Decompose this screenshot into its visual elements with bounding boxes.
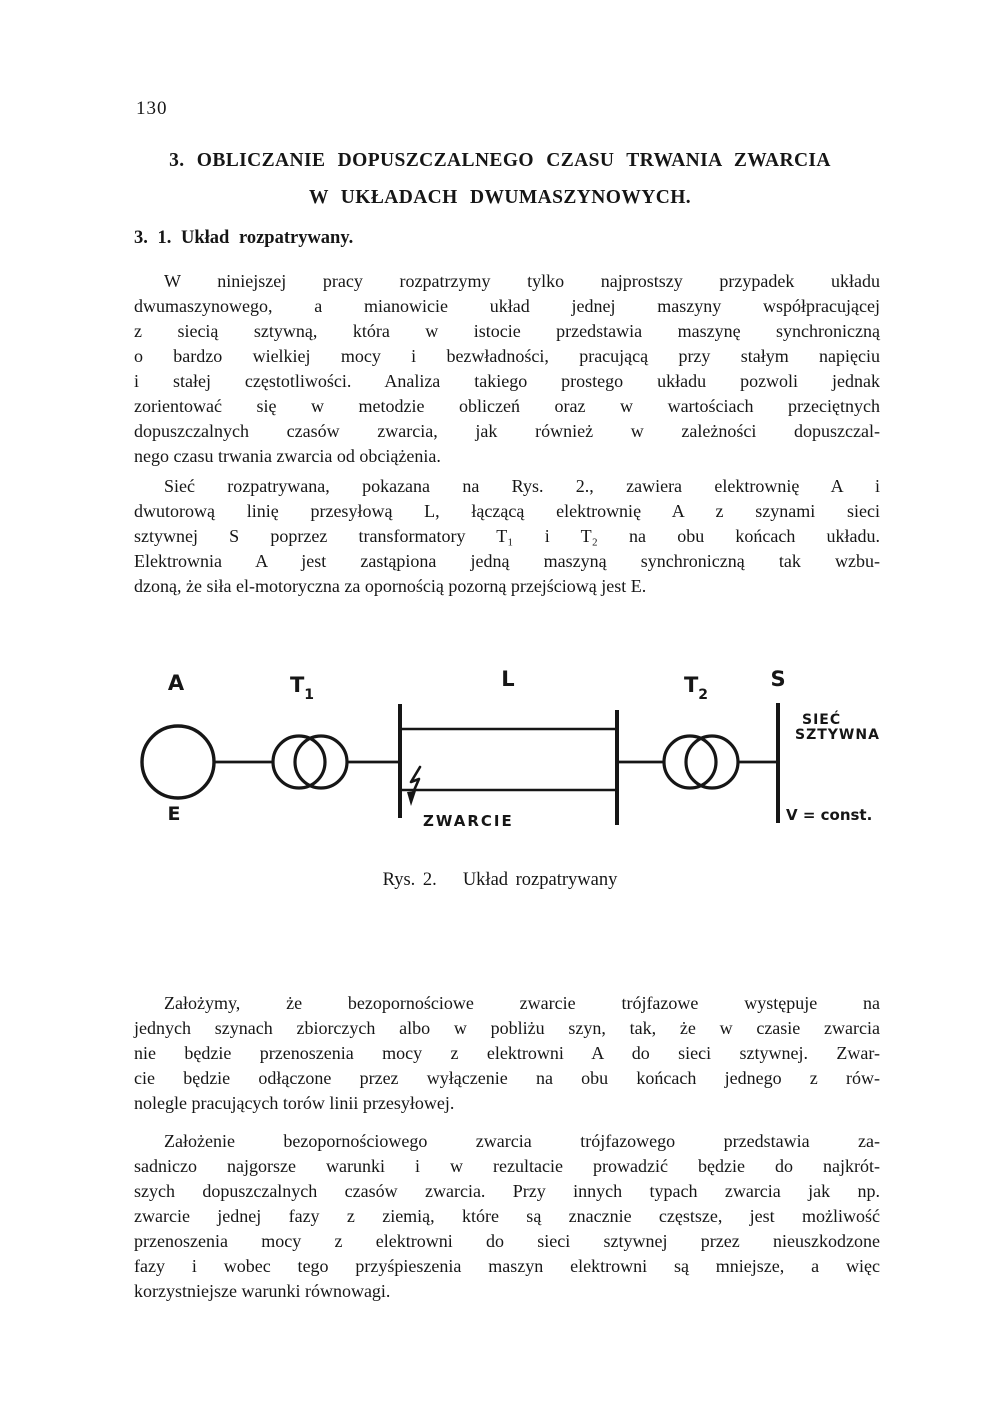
- figure-caption: [0, 870, 1000, 891]
- text-line: o bardzo wielkiej mocy i bezwładności, pracującą przy stałym napięciu: [134, 346, 880, 366]
- chapter-heading-line-2: W UKŁADACH DWUMASZYNOWYCH.: [308, 187, 692, 208]
- text-line: dzoną, że siła el-motoryczna za opornością pozorną przejściową jest E.: [134, 576, 647, 596]
- t2-subscript: 2: [698, 687, 709, 703]
- voltage-const-label: V = const.: [786, 806, 873, 824]
- fault-label: ZWARCIE: [423, 812, 514, 830]
- paragraph-4: [134, 1129, 880, 1304]
- generator-label: A: [167, 671, 185, 695]
- text-line: nie będzie przenoszenia mocy z elektrowni A do sieci sztywnej. Zwar-: [134, 1043, 880, 1063]
- text-line: Sieć rozpatrywana, pokazana na Rys. 2., zawiera elektrownię A i: [164, 476, 880, 496]
- text-line: Założymy, że bezopornościowe zwarcie trójfazowe występuje na: [164, 993, 880, 1013]
- transformer-t2-label: [684, 673, 708, 703]
- text-line: cie będzie odłączone przez wyłączenie na obu końcach jednego z rów-: [134, 1068, 880, 1088]
- text-line: zwarcie jednej fazy z ziemią, które są znacznie częstsze, jest możliwość: [134, 1206, 880, 1226]
- text-line: nolegle pracujących torów linii przesyłowej.: [134, 1093, 455, 1113]
- text-line: dwumaszynowego, a mianowicie układ jednej maszyny współpracującej: [134, 296, 880, 316]
- stiff-grid-label-line-2: SZTYWNA: [795, 727, 880, 743]
- t2-base: T: [683, 673, 699, 697]
- text-line: Elektrownia A jest zastąpiona jedną maszyną synchroniczną tak wzbu-: [134, 551, 880, 571]
- paragraph-3: [134, 991, 880, 1116]
- transformer-t1-symbol: [273, 736, 347, 788]
- chapter-heading: [0, 142, 1000, 216]
- text-line: W niniejszej pracy rozpatrzymy tylko najprostszy przypadek układu: [164, 271, 880, 291]
- text-line: Założenie bezopornościowego zwarcia trójfazowego przedstawia za-: [164, 1131, 880, 1151]
- figure-caption-number: Rys. 2.: [382, 870, 437, 890]
- text-line: nego czasu trwania zwarcia od obciążenia.: [134, 446, 441, 466]
- circuit-diagram: [130, 658, 890, 848]
- transformer-t2-symbol: [664, 736, 738, 788]
- text-line: przenoszenia mocy z elektrowni do sieci sztywnej przez nieuszkodzone: [134, 1231, 880, 1251]
- chapter-heading-line-1: 3. OBLICZANIE DOPUSZCZALNEGO CZASU TRWANIA ZWARCIA: [169, 150, 831, 171]
- text-line: fazy i wobec tego przyśpieszenia maszyn elektrowni są mniejsze, a więc: [134, 1256, 880, 1276]
- text-line: dwutorową linię przesyłową L, łączącą elektrownię A z szynami sieci: [134, 501, 880, 521]
- section-heading: 3. 1. Układ rozpatrywany.: [134, 228, 354, 248]
- line-label: L: [501, 667, 515, 691]
- paragraph-1: [134, 269, 880, 469]
- text-line: korzystniejsze warunki równowagi.: [134, 1281, 391, 1301]
- paragraph-2: [134, 474, 880, 599]
- t1-subscript: 1: [304, 687, 315, 703]
- text-line: sadniczo najgorsze warunki i w rezultacie prowadzić będzie do najkrót-: [134, 1156, 880, 1176]
- stiff-grid-label-line-1: SIEĆ: [802, 712, 842, 728]
- figure-rys-2: [130, 658, 890, 848]
- text-line: zorientować się w metodzie obliczeń oraz w wartościach przeciętnych: [134, 396, 880, 416]
- text-line: i stałej częstotliwości. Analiza takiego prostego układu pozwoli jednak: [134, 371, 880, 391]
- text-line: sztywnej S poprzez transformatory T₁ i T₂ na obu końcach układu.: [134, 526, 880, 546]
- grid-bus-label: S: [770, 667, 786, 691]
- t1-base: T: [289, 673, 305, 697]
- figure-caption-text: Układ rozpatrywany: [462, 870, 618, 890]
- text-line: jednych szynach zbiorczych albo w pobliżu szyn, tak, że w czasie zwarcia: [134, 1018, 880, 1038]
- text-line: dopuszczalnych czasów zwarcia, jak również w zależności dopuszczal-: [134, 421, 880, 441]
- emf-label: E: [167, 803, 181, 825]
- text-line: szych dopuszczalnych czasów zwarcia. Przy innych typach zwarcia jak np.: [134, 1181, 880, 1201]
- transformer-t1-label: [290, 673, 314, 703]
- text-line: z siecią sztywną, która w istocie przedstawia maszynę synchroniczną: [134, 321, 880, 341]
- generator-symbol: [142, 726, 214, 798]
- fault-lightning-icon: [407, 767, 420, 806]
- page-number: 130: [136, 98, 168, 119]
